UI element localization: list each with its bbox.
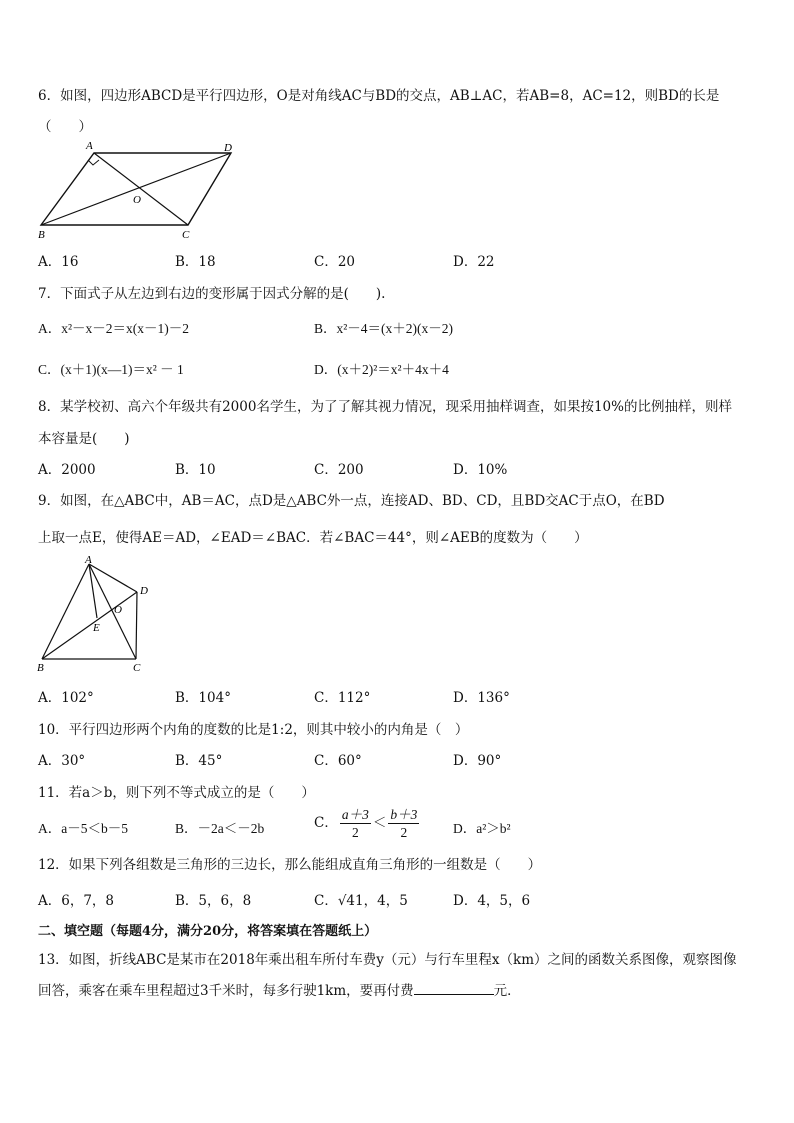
- q7-option-b[interactable]: B．x²－4＝(x＋2)(x－2): [314, 321, 454, 336]
- q11-option-a[interactable]: A．a－5＜b－5: [38, 821, 128, 836]
- q11-option-c[interactable]: [314, 806, 421, 841]
- q6-option-a[interactable]: A．16: [38, 254, 79, 270]
- q9-stem-line1: 9．如图，在△ABC中，AB＝AC，点D是△ABC外一点，连接AD、BD、CD，且BD交AC于点O，在BD: [38, 493, 665, 509]
- q12-option-d[interactable]: D．4，5，6: [453, 893, 531, 909]
- q11-option-c-label: C．: [314, 815, 338, 831]
- q7-option-a[interactable]: A．x²－x－2＝x(x－1)－2: [38, 321, 190, 336]
- right-angle-mark: [88, 160, 99, 165]
- q11-stem: 11．若a＞b，则下列不等式成立的是（ ）: [38, 785, 315, 801]
- fraction-right: [388, 806, 419, 841]
- q13-stem-line2-text: 回答，乘客在乘车里程超过3千米时，每多行驶1km，要再付费: [38, 983, 414, 999]
- q9-option-b[interactable]: B．104°: [175, 690, 231, 706]
- label-a: A: [85, 556, 92, 566]
- q9-option-d[interactable]: D．136°: [453, 690, 510, 706]
- q6-option-b[interactable]: B．18: [175, 254, 216, 270]
- q7-stem: 7．下面式子从左边到右边的变形属于因式分解的是( ).: [38, 286, 386, 302]
- q6-option-d[interactable]: D．22: [453, 254, 495, 270]
- label-d: D: [224, 142, 232, 154]
- q10-option-c[interactable]: C．60°: [314, 753, 362, 769]
- q8-option-d[interactable]: D．10%: [453, 462, 508, 478]
- q10-option-a[interactable]: A．30°: [38, 753, 86, 769]
- label-o: O: [133, 194, 141, 206]
- q11-option-d[interactable]: D．a²＞b²: [453, 821, 511, 836]
- segment-cd: [136, 592, 137, 659]
- segment-bd: [42, 592, 137, 659]
- q6-option-c[interactable]: C．20: [314, 254, 356, 270]
- q6-stem: 6．如图，四边形ABCD是平行四边形，O是对角线AC与BD的交点，AB⊥AC，若AB=8，AC=12，则BD的长是: [38, 88, 720, 104]
- q6-parallelogram-figure: [36, 138, 236, 243]
- q7-option-c[interactable]: C．(x＋1)(x—1)＝x² － 1: [38, 362, 184, 377]
- label-c: C: [182, 229, 190, 241]
- label-a: A: [86, 140, 93, 152]
- fraction-left: [340, 806, 371, 841]
- q9-stem-line2: 上取一点E，使得AE＝AD，∠EAD＝∠BAC．若∠BAC＝44°，则∠AEB的度数为（ ）: [38, 530, 588, 546]
- q8-stem-line2: 本容量是( ): [38, 431, 130, 447]
- q8-option-b[interactable]: B．10: [175, 462, 216, 478]
- q10-option-d[interactable]: D．90°: [453, 753, 502, 769]
- q11-option-b[interactable]: B．－2a＜－2b: [175, 821, 265, 836]
- q8-option-a[interactable]: A．2000: [38, 462, 96, 478]
- fraction-right-denominator: 2: [400, 825, 408, 840]
- q13-stem-line2: [38, 979, 521, 999]
- q12-stem: 12．如果下列各组数是三角形的三边长，那么能组成直角三角形的一组数是（ ）: [38, 857, 542, 873]
- section-fill-in-heading: 二、填空题（每题4分，满分20分，将答案填在答题纸上）: [38, 924, 378, 939]
- q9-triangle-figure: [34, 556, 154, 676]
- q10-stem: 10．平行四边形两个内角的度数的比是1:2，则其中较小的内角是（ ）: [38, 722, 469, 738]
- q9-option-a[interactable]: A．102°: [38, 690, 94, 706]
- diagonal-bd: [41, 153, 231, 225]
- label-b: B: [38, 229, 45, 241]
- label-e: E: [93, 622, 100, 634]
- label-o: O: [114, 604, 122, 616]
- answer-blank[interactable]: [414, 980, 494, 995]
- q12-option-a[interactable]: A．6，7，8: [38, 893, 115, 909]
- fraction-left-numerator: a＋3: [341, 807, 369, 822]
- q10-option-b[interactable]: B．45°: [175, 753, 223, 769]
- diagonal-ac: [94, 153, 188, 225]
- q7-option-d[interactable]: D．(x＋2)²＝x²＋4x＋4: [314, 362, 449, 377]
- q8-stem-line1: 8．某学校初、高六个年级共有2000名学生，为了了解其视力情况，现采用抽样调查，如果按10%的比例抽样，则样: [38, 399, 732, 415]
- segment-ab: [42, 564, 89, 659]
- label-d: D: [140, 585, 148, 597]
- q8-option-c[interactable]: C．200: [314, 462, 364, 478]
- label-b: B: [37, 662, 44, 674]
- q12-option-b[interactable]: B．5，6，8: [175, 893, 252, 909]
- q12-option-c[interactable]: C．√41，4，5: [314, 893, 408, 909]
- q13-unit: 元．: [493, 983, 521, 999]
- q9-option-c[interactable]: C．112°: [314, 690, 371, 706]
- label-c: C: [133, 662, 141, 674]
- fraction-left-denominator: 2: [351, 825, 359, 840]
- less-than-sign: ＜: [372, 815, 387, 830]
- q6-paren: （ ）: [38, 119, 92, 135]
- q13-stem-line1: 13．如图，折线ABC是某市在2018年乘出租车所付车费y（元）与行车里程x（km）之间的函数关系图像，观察图像: [38, 952, 737, 968]
- fraction-right-numerator: b＋3: [390, 807, 418, 822]
